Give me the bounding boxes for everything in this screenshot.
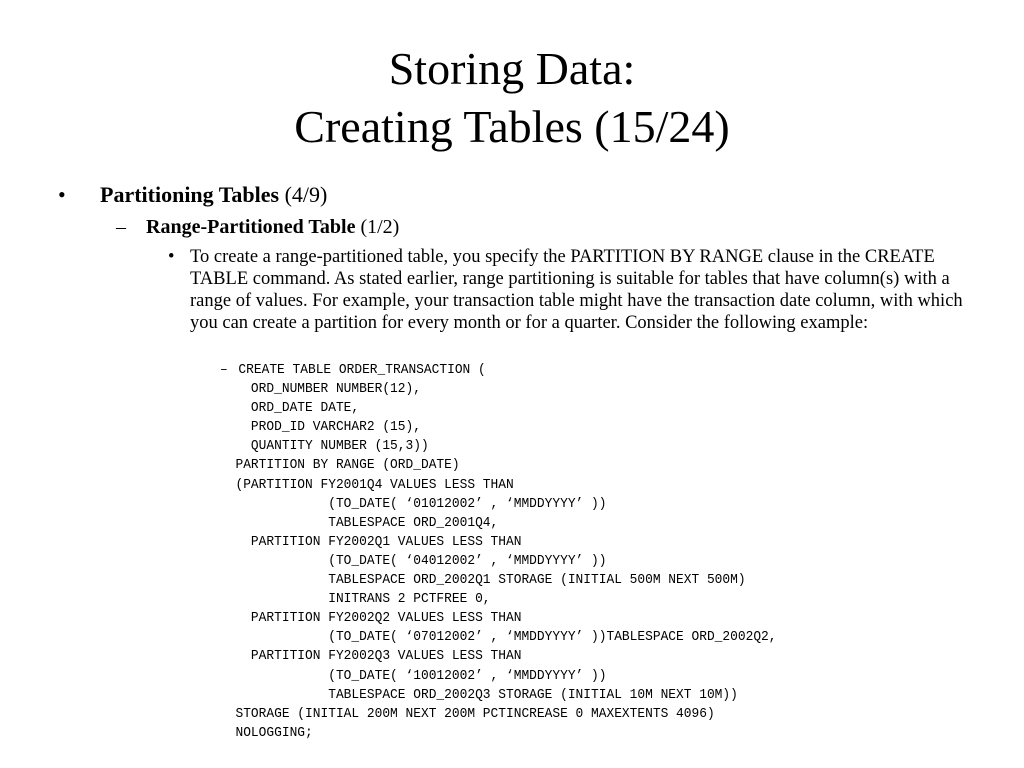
dash-icon: – xyxy=(116,216,126,238)
code-example xyxy=(220,361,777,743)
sql-code: CREATE TABLE ORDER_TRANSACTION ( ORD_NUMBER NUMBER(12), ORD_DATE DATE, PROD_ID VARCHAR2 (15), QUANTITY NUMBER (15,3)) PARTITION BY RANGE (ORD_DATE) (PARTITION FY2001Q4 VALUES LESS THAN (TO_DATE( ‘01012002’ , ‘MMDDYYYY’ )) TABLESPACE ORD_2001Q4, PARTITION FY2002Q1 VALUES LESS THAN (TO_DATE( ‘04012002’ , ‘MMDDYYYY’ )) TABLESPACE ORD_2002Q1 STORAGE (INITIAL 500M NEXT 500M) INITRANS 2 PCTFREE 0, PARTITION FY2002Q2 VALUES LESS THAN (TO_DATE( ‘07012002’ , ‘MMDDYYYY’ ))TABLESPACE ORD_2002Q2, PARTITION FY2002Q3 VALUES LESS THAN (TO_DATE( ‘10012002’ , ‘MMDDYYYY’ )) TABLESPACE ORD_2002Q3 STORAGE (INITIAL 10M NEXT 10M)) STORAGE (INITIAL 200M NEXT 200M PCTINCREASE 0 MAXEXTENTS 4096) NOLOGGING; xyxy=(235,362,777,741)
bullet-dot-icon: • xyxy=(168,247,175,267)
slide-title xyxy=(0,40,1024,156)
title-line-1: Storing Data: xyxy=(388,43,636,94)
dash-icon: – xyxy=(220,362,228,378)
description-paragraph xyxy=(168,246,968,334)
subbullet-range-partitioned-table xyxy=(116,213,399,241)
bullet-dot-icon: • xyxy=(58,182,66,207)
subbullet-suffix: (1/2) xyxy=(355,216,400,238)
description-text: To create a range-partitioned table, you specify the PARTITION BY RANGE clause in the CREATE TABLE command. As stated earlier, range partitioning is suitable for tables that have column(s) with a range of values. For example, your transaction table might have the transaction date column, with which you can create a partition for every month or for a quarter. Consider the following example: xyxy=(190,247,963,333)
bullet-suffix: (4/9) xyxy=(279,182,328,207)
subbullet-heading: Range-Partitioned Table xyxy=(146,216,356,238)
bullet-heading: Partitioning Tables xyxy=(100,182,280,207)
bullet-partitioning-tables xyxy=(58,180,327,210)
title-line-2: Creating Tables (15/24) xyxy=(294,101,730,152)
